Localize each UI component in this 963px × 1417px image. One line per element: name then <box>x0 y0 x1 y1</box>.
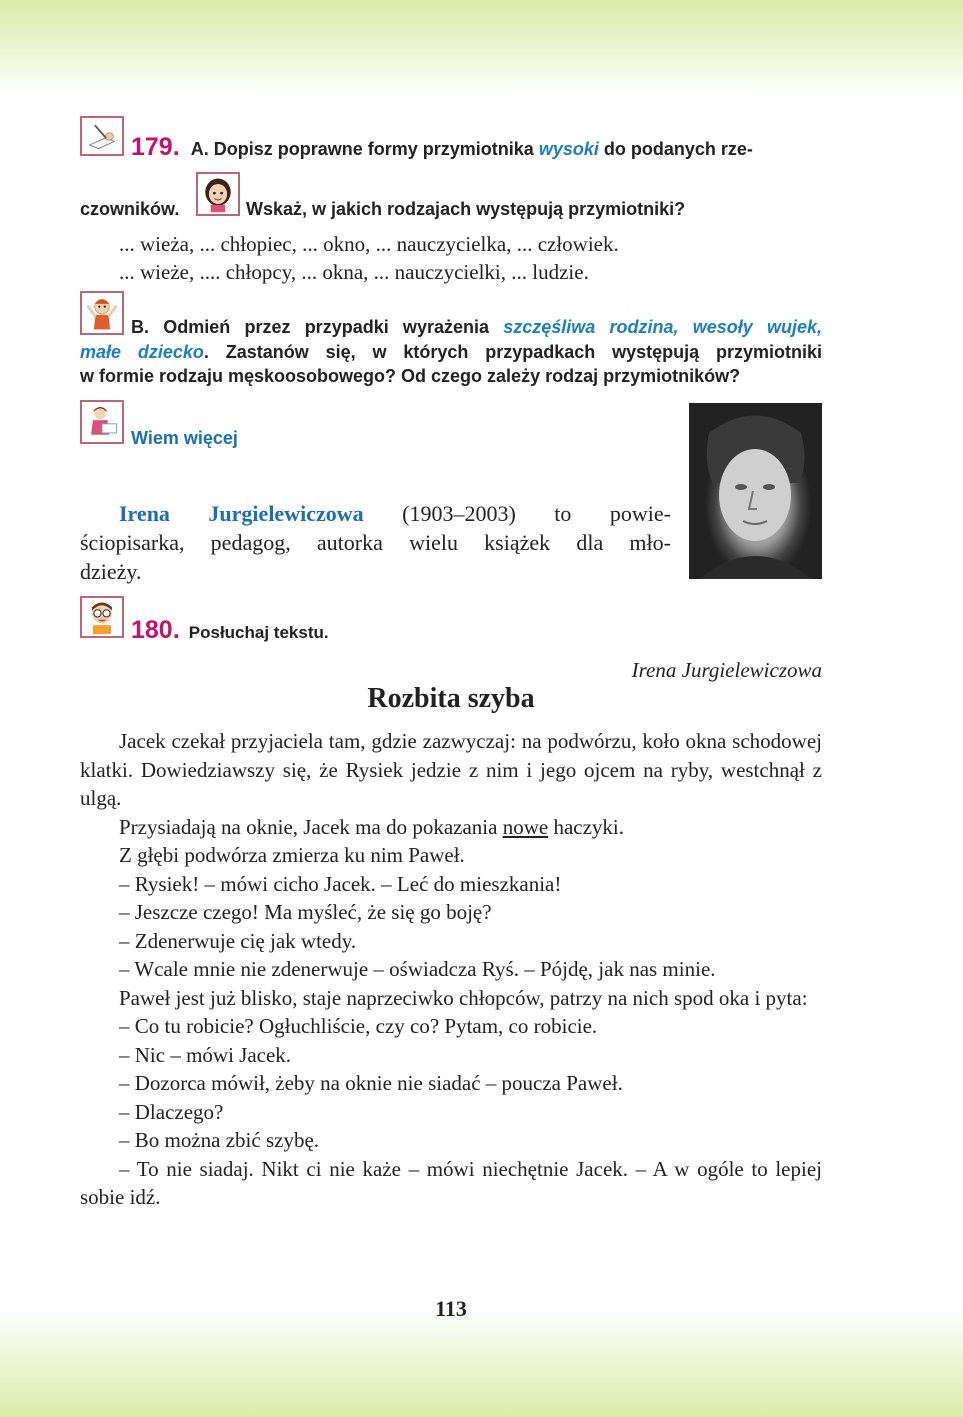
story-paragraph: Jacek czekał przyjaciela tam, gdzie zazwyczaj: na podwórzu, koło okna schodowej klatki. Dowiedziawszy się, że Rysiek jedzie z nim i jego ojcem na ryby, westchnął z ulgą. <box>80 729 822 810</box>
story-author: Irena Jurgielewiczowa <box>631 658 822 682</box>
ex179-a-part2: do podanych rze- <box>598 139 753 159</box>
ex179-a-line2: czowników. <box>80 199 180 219</box>
ex179-row1: ... wieża, ... chłopiec, ... okno, ... nauczycielka, ... człowiek. <box>119 232 619 256</box>
author-portrait <box>689 403 822 579</box>
story-paragraph: – Rysiek! – mówi cicho Jacek. – Leć do mieszkania! <box>119 871 562 896</box>
ex180-number: 180. <box>131 616 180 644</box>
wiem-bio-part1: (1903–2003) to powie- <box>363 501 671 526</box>
boy-glasses-icon <box>80 596 124 638</box>
story-paragraph: – To nie siadaj. Nikt ci nie każe – mówi niechętnie Jacek. – A w ogóle to lepiej sobie idź. <box>80 1156 822 1209</box>
story-paragraph <box>80 813 822 842</box>
wiem-bio-line3: dzieży. <box>80 559 142 584</box>
story-paragraph: Z głębi podwórza zmierza ku nim Paweł. <box>119 843 465 867</box>
ex179-b-part2: . Zastanów się, w których przypadkach występują przymiotniki <box>203 342 822 362</box>
ex179-number: 179. <box>131 133 180 161</box>
story-paragraph: – Bo można zbić szybę. <box>119 1128 320 1152</box>
ex179-b-line3: w formie rodzaju męskoosobowego? Od czego zależy rodzaj przymiotników? <box>80 366 741 386</box>
underlined-word: nowe <box>502 814 549 839</box>
story-paragraph: – Wcale mnie nie zdenerwuje – oświadcza Ryś. – Pójdę, jak nas minie. <box>119 957 716 981</box>
ex179-a-word: wysoki <box>538 139 599 159</box>
story-text: haczyki. <box>548 814 624 839</box>
story-text: Przysiadają na oknie, Jacek ma do pokazania <box>119 814 503 839</box>
ex179-b-words1: szczęśliwa rodzina, wesoły wujek, <box>503 317 822 337</box>
story-title: Rozbita szyba <box>367 683 535 714</box>
reading-girl-icon <box>80 400 124 444</box>
ex179-b-line2 <box>80 342 822 363</box>
wiem-bio-line2: ściopisarka, pedagog, autorka wielu książek dla mło- <box>80 530 671 555</box>
wiem-wiecej-label: Wiem więcej <box>131 428 238 448</box>
page-number: 113 <box>435 1296 467 1321</box>
boy-waving-icon <box>80 291 124 335</box>
ex179-b-words2: małe dziecko <box>80 342 204 362</box>
ex179-a-part1: A. Dopisz poprawne formy przymiotnika <box>190 139 539 159</box>
bottom-green-band <box>0 1307 963 1417</box>
writing-hand-icon <box>80 116 124 156</box>
story-paragraph: – Nic – mówi Jacek. <box>119 1042 292 1067</box>
wiem-author-name: Irena Jurgielewiczowa <box>119 501 364 526</box>
story-paragraph: – Zdenerwuje cię jak wtedy. <box>119 928 357 953</box>
ex180-instruction: Posłuchaj tekstu. <box>188 623 329 642</box>
ex179-header <box>131 133 831 162</box>
ex179-b-line1 <box>131 317 822 338</box>
story-paragraph: – Co tu robicie? Ogłuchliście, czy co? Pytam, co robicie. <box>119 1014 598 1038</box>
story-paragraph: – Jeszcze czego! Ma myśleć, że się go boję? <box>119 900 492 924</box>
ex179-row2: ... wieże, .... chłopcy, ... okna, ... nauczycielki, ... ludzie. <box>119 260 589 284</box>
top-green-band <box>0 0 963 95</box>
ex180-header <box>131 616 329 645</box>
story-body <box>80 727 822 1212</box>
wiem-bio-line1 <box>119 500 671 529</box>
girl-face-icon <box>196 172 240 216</box>
story-paragraph: – Dlaczego? <box>119 1099 224 1124</box>
story-paragraph: Paweł jest już blisko, staje naprzeciwko chłopców, patrzy na nich spod oka i pyta: <box>119 985 808 1010</box>
story-paragraph: – Dozorca mówił, żeby na oknie nie siadać – poucza Paweł. <box>119 1071 623 1095</box>
ex179-a-question: Wskaż, w jakich rodzajach występują przymiotniki? <box>246 199 686 219</box>
ex179-b-part1: B. Odmień przez przypadki wyrażenia <box>131 317 504 337</box>
